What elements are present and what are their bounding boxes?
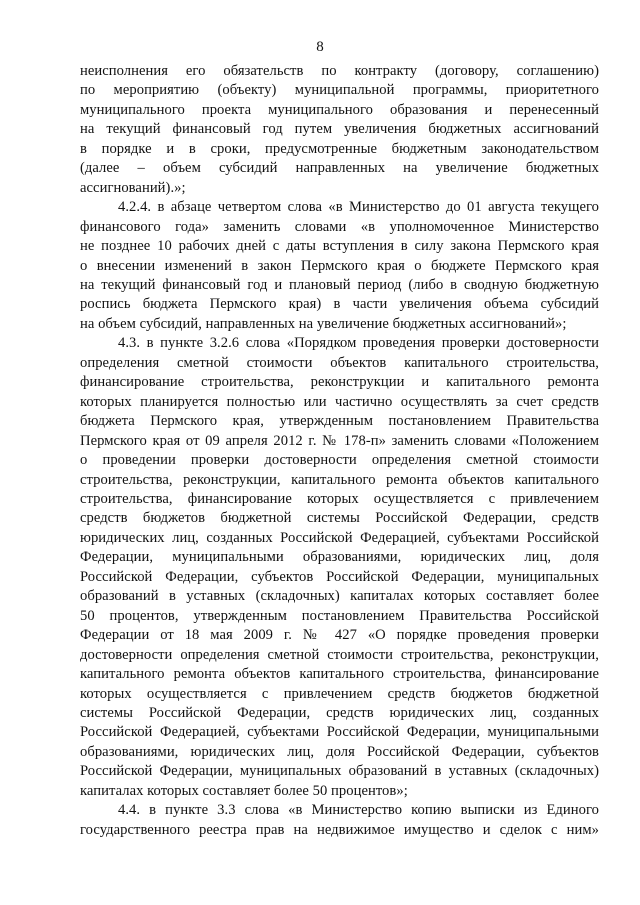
paragraph bbox=[80, 198, 599, 334]
document-body bbox=[80, 62, 599, 840]
text-line: строительства, финансирование которых осуществляется с привлечением bbox=[80, 490, 599, 507]
text-line: ассигнований).»; bbox=[80, 179, 186, 196]
text-line: которых осуществляется с привлечением средств бюджетов бюджетной bbox=[80, 685, 599, 702]
text-line: в порядке и в сроки, предусмотренные бюджетным законодательством bbox=[80, 140, 599, 157]
text-line: финансирование строительства, реконструкции и капитального ремонта bbox=[80, 374, 599, 391]
text-line: Пермского края от 09 апреля 2012 г. № 178-п» заменить словами «Положением bbox=[80, 432, 599, 449]
text-line: роспись бюджета Пермского края) в части увеличения объема субсидий bbox=[80, 296, 599, 313]
text-line: капитального ремонта объектов капитального строительства, финансирование bbox=[80, 666, 599, 683]
text-line: строительства, реконструкции, капитального ремонта объектов капитального bbox=[80, 471, 599, 488]
text-line: 4.2.4. в абзаце четвертом слова «в Министерство до 01 августа текущего bbox=[118, 199, 599, 216]
text-line: определения сметной стоимости объектов капитального строительства, bbox=[80, 354, 599, 371]
text-line: 4.4. в пункте 3.3 слова «в Министерство копию выписки из Единого bbox=[118, 802, 599, 819]
text-line: на текущий финансовый год путем увеличения бюджетных ассигнований bbox=[80, 121, 599, 138]
text-line: которых планируется полностью или частично осуществлять за счет средств bbox=[80, 393, 599, 410]
text-line: (далее – объем субсидий направленных на увеличение бюджетных bbox=[80, 160, 599, 177]
text-line: по мероприятию (объекту) муниципальной программы, приоритетного bbox=[80, 82, 599, 99]
text-line: образований в уставных (складочных) капиталах которых составляет более bbox=[80, 588, 599, 605]
paragraph bbox=[80, 334, 599, 801]
text-line: на текущий финансовый год и плановый период (либо в сводную бюджетную bbox=[80, 276, 599, 293]
text-line: государственного реестра прав на недвижимое имущество и сделок с ним» bbox=[80, 821, 599, 838]
text-line: Российской Федерации, муниципальных образований в уставных (складочных) bbox=[80, 763, 599, 780]
text-line: Федерации, муниципальными образованиями, юридических лиц, доля bbox=[80, 549, 599, 566]
paragraph bbox=[80, 62, 599, 198]
page-number: 8 bbox=[316, 39, 324, 55]
text-line: достоверности определения сметной стоимости строительства, реконструкции, bbox=[80, 646, 599, 663]
text-line: Российской Федерации, субъектов Российской Федерации, муниципальных bbox=[80, 568, 599, 585]
text-line: о внесении изменений в закон Пермского края о бюджете Пермского края bbox=[80, 257, 599, 274]
text-line: юридических лиц, созданных Российской Федерацией, субъектами Российской bbox=[80, 529, 599, 546]
text-line: образованиями, юридических лиц, доля Российской Федерации, субъектов bbox=[80, 743, 599, 760]
text-line: о проведении проверки достоверности определения сметной стоимости bbox=[80, 452, 599, 469]
text-line: системы Российской Федерации, средств юридических лиц, созданных bbox=[80, 704, 599, 721]
text-line: капиталах которых составляет более 50 процентов»; bbox=[80, 782, 408, 799]
text-line: Российской Федерацией, субъектами Российской Федерации, муниципальными bbox=[80, 724, 599, 741]
text-line: не позднее 10 рабочих дней с даты вступления в силу закона Пермского края bbox=[80, 238, 599, 255]
text-line: бюджета Пермского края, утвержденным постановлением Правительства bbox=[80, 413, 599, 430]
text-line: муниципального проекта муниципального образования и перенесенный bbox=[80, 101, 599, 118]
text-line: 4.3. в пункте 3.2.6 слова «Порядком проведения проверки достоверности bbox=[118, 335, 599, 352]
paragraph bbox=[80, 801, 599, 840]
text-line: 50 процентов, утвержденным постановлением Правительства Российской bbox=[80, 607, 599, 624]
text-line: финансового года» заменить словами «в уполномоченное Министерство bbox=[80, 218, 599, 235]
text-line: Федерации от 18 мая 2009 г. № 427 «О порядке проведения проверки bbox=[80, 627, 599, 644]
text-line: неисполнения его обязательств по контракту (договору, соглашению) bbox=[80, 63, 599, 79]
text-line: средств бюджетов бюджетной системы Российской Федерации, средств bbox=[80, 510, 599, 527]
text-line: на объем субсидий, направленных на увеличение бюджетных ассигнований»; bbox=[80, 315, 567, 332]
